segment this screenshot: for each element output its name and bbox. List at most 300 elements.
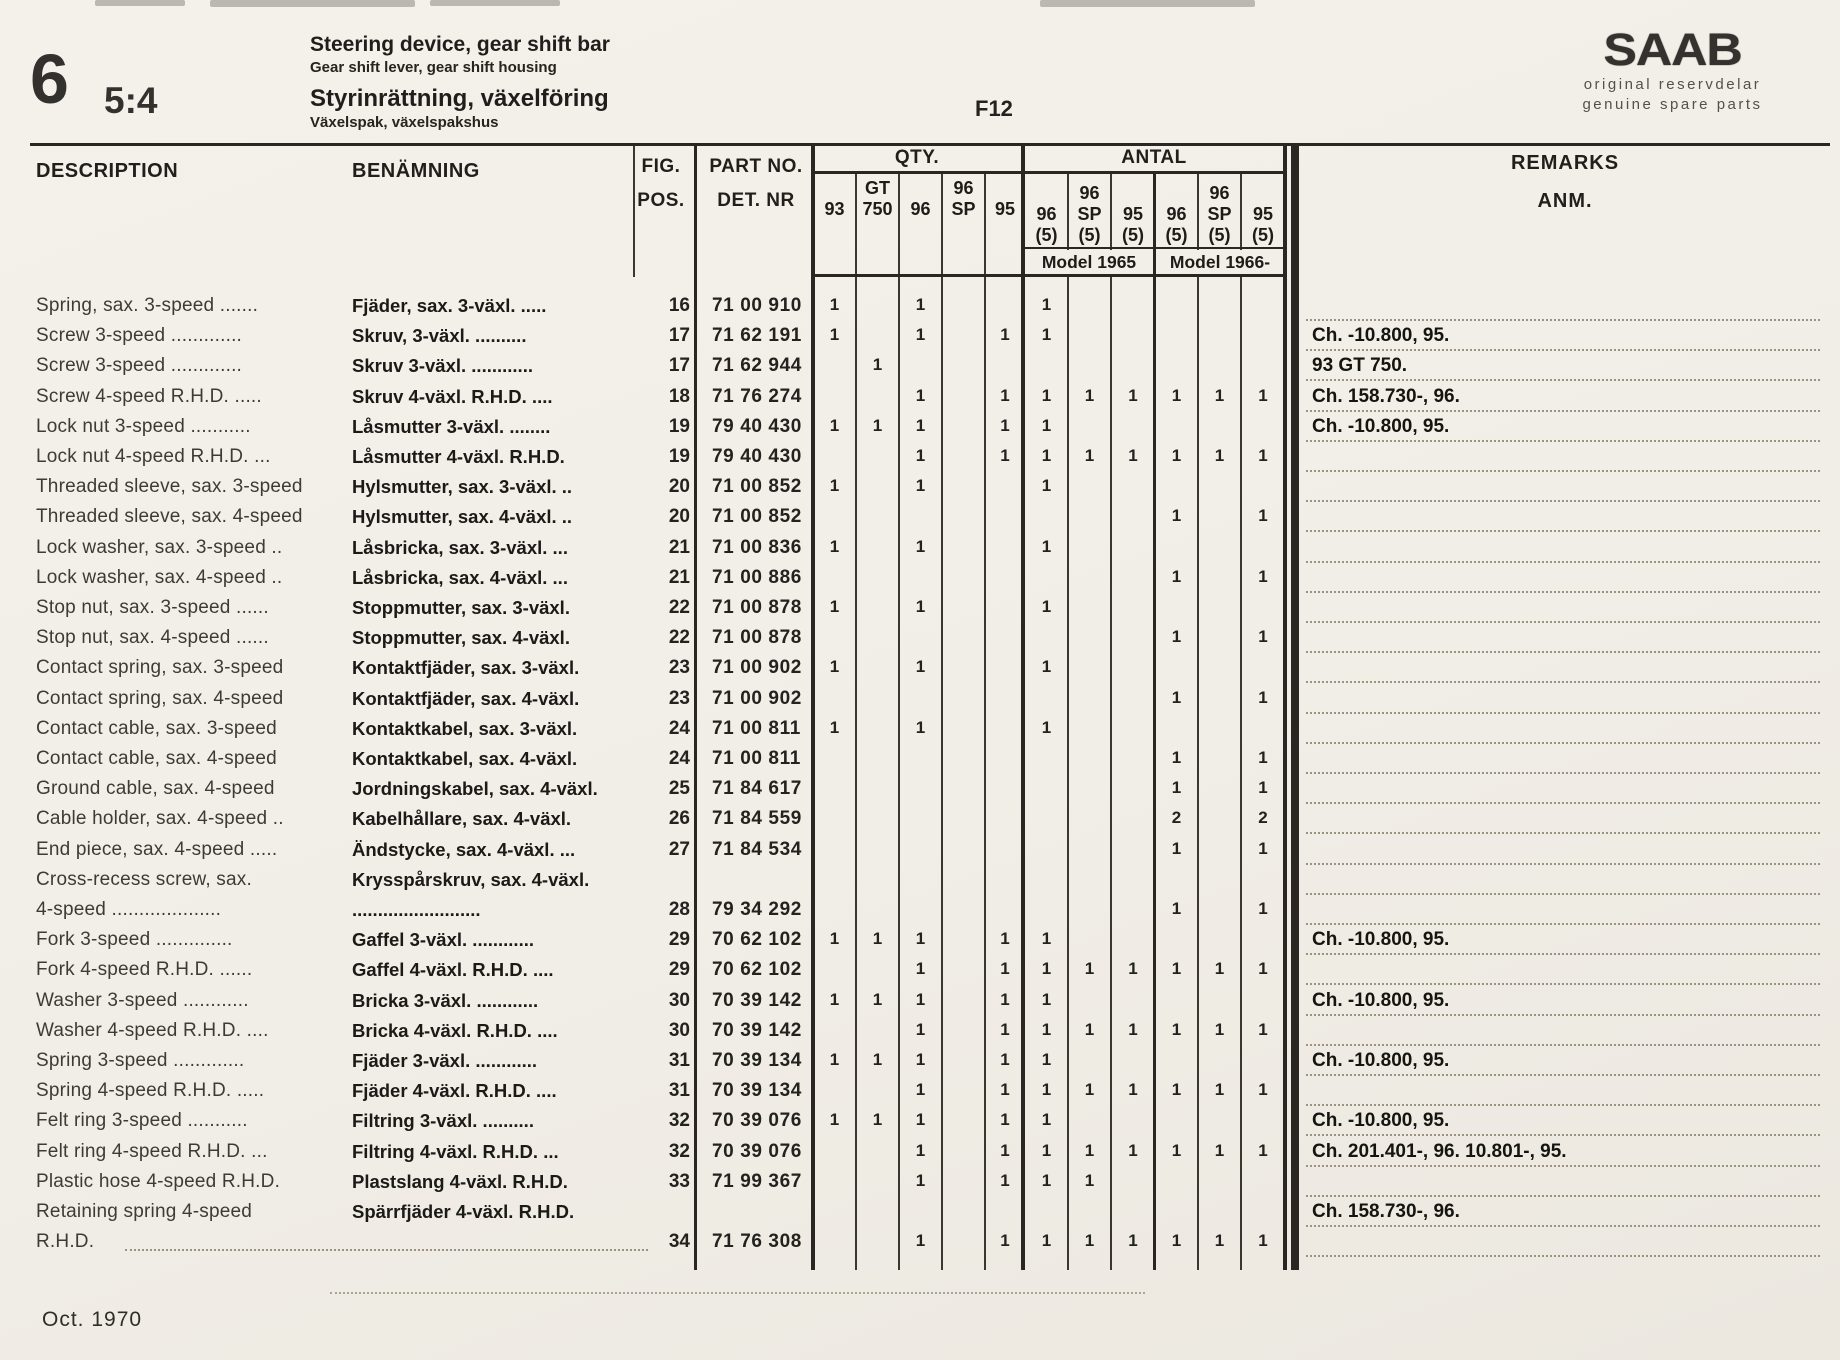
row-description: Threaded sleeve, sax. 3-speed xyxy=(36,476,303,498)
row-description: Lock nut 3-speed ........... xyxy=(36,415,251,437)
qty-cell: 1 xyxy=(1041,597,1052,616)
fig-pos-value: 24 xyxy=(668,748,690,769)
table-row xyxy=(0,869,1840,899)
table-row xyxy=(0,1171,1840,1201)
fig-pos-value: 26 xyxy=(668,808,690,830)
remark-leader xyxy=(1306,621,1820,623)
row-description: Stop nut, sax. 4-speed ...... xyxy=(36,627,269,649)
fig-pos-value: 30 xyxy=(668,1019,690,1041)
qty-cell: 1 xyxy=(1084,959,1095,979)
qty-cell: 1 xyxy=(915,717,926,737)
part-no-value: 70 39 142 xyxy=(712,1019,802,1041)
qty-cell: 1 xyxy=(829,536,840,556)
page-edge-smudge xyxy=(1040,0,1255,7)
qty-cell: 1 xyxy=(1000,959,1010,979)
benamning-header: BENÄMNING xyxy=(352,160,480,182)
remark-leader xyxy=(1306,410,1820,412)
qty-column-header: 95 (5) xyxy=(1122,204,1144,245)
qty-cell: 1 xyxy=(1258,506,1268,526)
row-description: Ground cable, sax. 4-speed xyxy=(36,778,275,800)
remark-leader xyxy=(1306,923,1820,925)
fig-pos-value: 25 xyxy=(668,778,690,800)
row-benamning: Skruv 3-växl. ............ xyxy=(352,355,533,377)
qty-cell: 1 xyxy=(915,657,926,677)
row-benamning: Gaffel 3-växl. ............ xyxy=(352,929,534,951)
qty-cell: 1 xyxy=(915,385,926,405)
qty-cell: 1 xyxy=(1258,1019,1268,1039)
row-benamning: Fjäder 3-växl. ............ xyxy=(352,1050,538,1071)
row-description: Fork 3-speed .............. xyxy=(36,929,233,951)
table-row xyxy=(0,1201,1840,1231)
brand-block xyxy=(1540,26,1805,113)
qty-cell: 1 xyxy=(1000,1170,1010,1190)
fig-pos-value: 17 xyxy=(668,325,690,347)
row-benamning: Skruv, 3-växl. .......... xyxy=(352,325,527,347)
qty-cell: 1 xyxy=(1258,778,1268,798)
table-row xyxy=(0,808,1840,838)
qty-cell: 1 xyxy=(872,1050,883,1069)
qty-cell: 1 xyxy=(1084,1080,1095,1100)
remarks-header-line1: REMARKS xyxy=(1510,152,1620,174)
qty-cell: 1 xyxy=(1258,446,1268,465)
part-no-value: 71 00 878 xyxy=(712,627,802,649)
part-no-header-line2: DET. NR xyxy=(717,190,795,211)
qty-cell: 1 xyxy=(829,597,840,616)
row-benamning: Kontaktfjäder, sax. 4-växl. xyxy=(352,687,580,709)
row-benamning: Fjäder 4-växl. R.H.D. .... xyxy=(352,1080,557,1102)
qty-cell: 1 xyxy=(1214,1140,1225,1160)
row-benamning: Låsbricka, sax. 3-växl. ... xyxy=(352,536,568,558)
row-description: Felt ring 3-speed ........... xyxy=(36,1110,248,1132)
fig-pos-value: 27 xyxy=(668,838,690,860)
row-description: Fork 4-speed R.H.D. ...... xyxy=(36,959,253,981)
table-row xyxy=(0,657,1840,687)
table-row xyxy=(0,537,1840,567)
part-no-value: 71 00 878 xyxy=(712,597,802,618)
qty-cell: 1 xyxy=(1258,748,1268,767)
fig-pos-value: 17 xyxy=(668,355,690,377)
qty-cell: 1 xyxy=(1084,385,1095,405)
qty-column-header: 96 SP (5) xyxy=(1077,183,1102,245)
remarks-header-line2: ANM. xyxy=(1537,190,1593,212)
remark-leader xyxy=(1306,802,1820,804)
row-benamning: Hylsmutter, sax. 3-växl. .. xyxy=(352,476,573,498)
qty-cell: 1 xyxy=(1258,899,1268,918)
row-description: Felt ring 4-speed R.H.D. ... xyxy=(36,1140,268,1162)
remark-leader xyxy=(1306,591,1820,593)
qty-cell: 1 xyxy=(1258,1231,1268,1251)
qty-cell: 1 xyxy=(1128,1140,1138,1160)
table-row xyxy=(0,899,1840,929)
title-swedish: Styrinrättning, växelföring xyxy=(310,85,609,112)
table-row xyxy=(0,1231,1840,1261)
row-description: Spring 4-speed R.H.D. ..... xyxy=(36,1080,265,1102)
qty-cell: 1 xyxy=(1000,989,1010,1009)
qty-cell: 1 xyxy=(915,1080,926,1100)
qty-cell: 1 xyxy=(829,295,840,314)
part-no-value: 70 39 076 xyxy=(712,1110,802,1132)
table-row xyxy=(0,718,1840,748)
grid-line xyxy=(30,143,1830,146)
row-benamning: Spärrfjäder 4-växl. R.H.D. xyxy=(352,1201,575,1222)
row-description: Lock washer, sax. 3-speed .. xyxy=(36,536,283,558)
table-row xyxy=(0,506,1840,536)
qty-cell: 1 xyxy=(829,717,840,737)
row-description: End piece, sax. 4-speed ..... xyxy=(36,838,278,860)
fig-pos-value: 29 xyxy=(668,959,690,981)
row-benamning: Ändstycke, sax. 4-växl. ... xyxy=(352,838,576,860)
table-row xyxy=(0,990,1840,1020)
qty-cell: 1 xyxy=(1041,325,1052,345)
qty-cell: 1 xyxy=(872,989,883,1009)
remark-text: Ch. 158.730-, 96. xyxy=(1312,385,1460,407)
table-row xyxy=(0,959,1840,989)
antal-group-header: ANTAL xyxy=(1121,147,1187,168)
table-row xyxy=(0,1080,1840,1110)
row-description: Contact spring, sax. 4-speed xyxy=(36,687,284,709)
row-benamning: ......................... xyxy=(352,899,481,920)
qty-cell: 1 xyxy=(1258,1080,1268,1100)
qty-cell: 1 xyxy=(1041,295,1052,314)
qty-cell: 1 xyxy=(1171,506,1182,526)
qty-cell: 1 xyxy=(1171,1231,1182,1251)
part-no-value: 71 00 910 xyxy=(712,295,802,316)
qty-cell: 1 xyxy=(1041,1080,1052,1100)
part-no-value: 71 84 534 xyxy=(712,838,802,860)
row-benamning: Låsmutter 3-växl. ........ xyxy=(352,415,551,437)
remark-leader xyxy=(1306,1044,1820,1046)
remark-text: Ch. -10.800, 95. xyxy=(1312,325,1450,347)
qty-cell: 1 xyxy=(915,1140,926,1160)
qty-cell: 1 xyxy=(1258,1140,1268,1160)
section-number: 6 xyxy=(30,40,69,118)
part-no-value: 70 39 134 xyxy=(712,1080,802,1102)
qty-cell: 1 xyxy=(872,929,883,949)
row-benamning: Filtring 3-växl. .......... xyxy=(352,1110,534,1132)
part-no-value: 71 76 274 xyxy=(712,385,802,407)
qty-cell: 1 xyxy=(915,295,926,314)
qty-cell: 1 xyxy=(1041,415,1052,435)
part-no-value: 71 76 308 xyxy=(712,1231,802,1253)
qty-cell: 1 xyxy=(872,415,883,435)
row-benamning: Kabelhållare, sax. 4-växl. xyxy=(352,808,572,830)
part-no-value: 71 00 811 xyxy=(712,748,801,769)
table-row xyxy=(0,416,1840,446)
qty-group-header: QTY. xyxy=(894,147,940,168)
qty-cell: 1 xyxy=(1000,1231,1010,1251)
qty-cell: 1 xyxy=(1214,959,1225,979)
row-description: Stop nut, sax. 3-speed ...... xyxy=(36,597,269,618)
table-row xyxy=(0,1020,1840,1050)
qty-column-header: GT 750 xyxy=(862,178,893,219)
qty-cell: 1 xyxy=(1128,446,1138,465)
part-no-value: 71 00 902 xyxy=(712,657,802,679)
row-benamning: Gaffel 4-växl. R.H.D. .... xyxy=(352,959,554,981)
qty-column-header: 96 xyxy=(910,199,931,219)
qty-column-header: 93 xyxy=(824,199,845,219)
remark-leader xyxy=(1306,1014,1820,1016)
row-description: Retaining spring 4-speed xyxy=(36,1201,253,1222)
qty-cell: 1 xyxy=(1000,1110,1010,1130)
grid-line xyxy=(1025,247,1283,249)
remark-leader xyxy=(1306,440,1820,442)
qty-cell: 1 xyxy=(915,446,926,465)
remark-leader xyxy=(1306,349,1820,351)
part-no-value: 70 39 142 xyxy=(712,989,802,1011)
qty-cell: 2 xyxy=(1171,808,1182,828)
title-english: Steering device, gear shift bar xyxy=(310,33,610,56)
table-row xyxy=(0,839,1840,869)
qty-cell: 1 xyxy=(1258,566,1268,586)
qty-cell: 1 xyxy=(915,1231,926,1251)
table-row xyxy=(0,386,1840,416)
qty-cell: 1 xyxy=(1258,687,1268,707)
remark-leader xyxy=(1306,832,1820,834)
qty-cell: 1 xyxy=(1041,446,1052,465)
dotted-leader xyxy=(330,1292,1145,1294)
brand-line-swedish: original reservdelar xyxy=(1583,76,1762,94)
qty-cell: 1 xyxy=(1171,446,1182,465)
remark-text: Ch. 201.401-, 96. 10.801-, 95. xyxy=(1312,1140,1567,1162)
qty-cell: 1 xyxy=(1171,385,1182,405)
qty-cell: 1 xyxy=(829,1110,840,1130)
qty-cell: 1 xyxy=(1041,536,1052,556)
qty-cell: 1 xyxy=(915,536,926,556)
part-no-value: 71 00 852 xyxy=(712,506,802,528)
qty-cell: 1 xyxy=(1128,1080,1138,1100)
qty-cell: 1 xyxy=(829,476,840,496)
row-benamning: Låsbricka, sax. 4-växl. ... xyxy=(352,566,568,588)
qty-cell: 1 xyxy=(1171,959,1182,979)
page-edge-smudge xyxy=(430,0,560,6)
qty-cell: 1 xyxy=(1000,325,1010,345)
model-1966-label: Model 1966- xyxy=(1157,250,1283,274)
row-description: Cross-recess screw, sax. xyxy=(36,868,252,890)
table-row xyxy=(0,778,1840,808)
qty-cell: 1 xyxy=(915,929,926,949)
qty-cell: 1 xyxy=(1000,1019,1010,1039)
page-edge-smudge xyxy=(95,0,185,6)
qty-cell: 1 xyxy=(1041,717,1052,737)
fig-pos-value: 30 xyxy=(668,989,690,1011)
qty-cell: 1 xyxy=(1084,1170,1095,1190)
qty-column-header: 95 (5) xyxy=(1252,204,1274,245)
part-no-value: 71 62 944 xyxy=(712,355,802,377)
remark-leader xyxy=(1306,530,1820,532)
table-row xyxy=(0,355,1840,385)
qty-cell: 1 xyxy=(1171,687,1182,707)
part-no-value: 70 39 076 xyxy=(712,1140,802,1162)
qty-cell: 1 xyxy=(872,1110,883,1130)
remark-leader xyxy=(1306,681,1820,683)
qty-cell: 1 xyxy=(829,657,840,677)
remark-leader xyxy=(1306,1134,1820,1136)
print-date: Oct. 1970 xyxy=(42,1308,143,1331)
row-benamning: Bricka 3-växl. ............ xyxy=(352,989,539,1011)
table-row xyxy=(0,627,1840,657)
fig-pos-value: 32 xyxy=(668,1140,690,1162)
remark-text: Ch. -10.800, 95. xyxy=(1312,415,1450,437)
fig-pos-value: 23 xyxy=(668,687,690,709)
row-description: Cable holder, sax. 4-speed .. xyxy=(36,808,284,830)
fig-pos-value: 34 xyxy=(668,1231,690,1253)
qty-cell: 1 xyxy=(1171,1019,1182,1039)
fig-pos-value: 33 xyxy=(668,1170,690,1192)
qty-cell: 2 xyxy=(1258,808,1268,828)
row-description: Screw 3-speed ............. xyxy=(36,325,243,347)
qty-cell: 1 xyxy=(1214,446,1225,465)
description-header: DESCRIPTION xyxy=(36,160,179,182)
row-benamning: Bricka 4-växl. R.H.D. .... xyxy=(352,1019,558,1041)
qty-column-header: 96 (5) xyxy=(1035,204,1058,245)
row-benamning: Skruv 4-växl. R.H.D. .... xyxy=(352,385,553,407)
qty-cell: 1 xyxy=(829,989,840,1009)
qty-cell: 1 xyxy=(1171,1080,1182,1100)
remark-leader xyxy=(1306,1165,1820,1167)
table-row xyxy=(0,1050,1840,1080)
qty-cell: 1 xyxy=(1041,1170,1052,1190)
row-description: Lock washer, sax. 4-speed .. xyxy=(36,566,283,588)
qty-cell: 1 xyxy=(1041,1231,1052,1251)
qty-cell: 1 xyxy=(915,1110,926,1130)
table-row xyxy=(0,1110,1840,1140)
part-no-value: 70 39 134 xyxy=(712,1050,802,1071)
table-row xyxy=(0,567,1840,597)
grid-line xyxy=(813,171,1283,174)
qty-cell: 1 xyxy=(915,476,926,496)
qty-cell: 1 xyxy=(1171,1140,1182,1160)
row-description: Washer 3-speed ............ xyxy=(36,989,249,1011)
fig-pos-value: 22 xyxy=(668,627,690,649)
fig-pos-value: 29 xyxy=(668,929,690,951)
qty-column-header: 95 xyxy=(994,199,1016,219)
remark-leader xyxy=(1306,1195,1820,1197)
qty-cell: 1 xyxy=(1000,415,1010,435)
qty-cell: 1 xyxy=(1171,627,1182,647)
fig-pos-value: 22 xyxy=(668,597,690,618)
row-description: Washer 4-speed R.H.D. .... xyxy=(36,1019,269,1041)
qty-cell: 1 xyxy=(1171,899,1182,918)
qty-cell: 1 xyxy=(1000,1080,1010,1100)
row-description: Lock nut 4-speed R.H.D. ... xyxy=(36,446,271,467)
row-description: Contact cable, sax. 4-speed xyxy=(36,748,277,769)
subtitle-swedish: Växelspak, växelspakshus xyxy=(310,114,499,131)
fig-pos-value: 23 xyxy=(668,657,690,679)
remark-leader xyxy=(1306,863,1820,865)
remark-leader xyxy=(1306,953,1820,955)
fig-pos-value: 21 xyxy=(668,566,690,588)
qty-cell: 1 xyxy=(829,1050,840,1069)
qty-cell: 1 xyxy=(915,325,926,345)
table-row xyxy=(0,688,1840,718)
fig-header-line1: FIG. xyxy=(641,156,681,177)
row-description: Contact spring, sax. 3-speed xyxy=(36,657,284,679)
fig-pos-value: 31 xyxy=(668,1050,690,1071)
fig-pos-value: 28 xyxy=(668,899,690,920)
qty-cell: 1 xyxy=(1041,929,1052,949)
remark-leader xyxy=(1306,1255,1820,1257)
part-no-header-line1: PART NO. xyxy=(709,156,803,177)
qty-column-header: 96 SP xyxy=(951,178,976,219)
part-no-value: 71 84 559 xyxy=(712,808,802,830)
remark-text: Ch. -10.800, 95. xyxy=(1312,1050,1450,1071)
qty-cell: 1 xyxy=(1041,1140,1052,1160)
dotted-leader xyxy=(125,1249,648,1251)
remark-leader xyxy=(1306,1225,1820,1227)
remark-leader xyxy=(1306,470,1820,472)
fig-pos-value: 16 xyxy=(668,295,690,316)
part-no-value: 71 00 886 xyxy=(712,566,802,588)
qty-cell: 1 xyxy=(915,989,926,1009)
fig-pos-value: 24 xyxy=(668,717,690,739)
qty-cell: 1 xyxy=(1128,1019,1138,1039)
part-no-value: 79 40 430 xyxy=(712,415,802,437)
row-description: Spring 3-speed ............. xyxy=(36,1050,245,1071)
part-no-value: 71 84 617 xyxy=(712,778,802,800)
row-benamning: Kontaktfjäder, sax. 3-växl. xyxy=(352,657,580,679)
row-benamning: Låsmutter 4-växl. R.H.D. xyxy=(352,446,565,467)
qty-cell: 1 xyxy=(1171,838,1182,858)
qty-cell: 1 xyxy=(1171,566,1182,586)
remark-leader xyxy=(1306,742,1820,744)
part-no-value: 71 00 902 xyxy=(712,687,802,709)
qty-cell: 1 xyxy=(829,929,840,949)
qty-column-header: 96 SP (5) xyxy=(1207,183,1232,245)
remark-leader xyxy=(1306,651,1820,653)
fig-header-line2: POS. xyxy=(637,190,685,211)
fig-pos-value: 32 xyxy=(668,1110,690,1132)
qty-cell: 1 xyxy=(1128,959,1138,979)
qty-cell: 1 xyxy=(1084,1019,1095,1039)
qty-cell: 1 xyxy=(1084,1231,1095,1251)
row-benamning: Jordningskabel, sax. 4-växl. xyxy=(352,778,598,800)
remark-leader xyxy=(1306,561,1820,563)
brand-line-english: genuine spare parts xyxy=(1582,96,1763,114)
figure-ref: F12 xyxy=(975,96,1013,121)
qty-cell: 1 xyxy=(915,415,926,435)
model-1965-label: Model 1965 xyxy=(1026,250,1152,274)
remark-leader xyxy=(1306,379,1820,381)
table-row xyxy=(0,597,1840,627)
qty-cell: 1 xyxy=(1000,1140,1010,1160)
fig-pos-value: 19 xyxy=(668,415,690,437)
qty-cell: 1 xyxy=(1214,1231,1225,1251)
qty-cell: 1 xyxy=(1041,1019,1052,1039)
fig-pos-value: 31 xyxy=(668,1080,690,1102)
qty-cell: 1 xyxy=(1084,446,1095,465)
row-benamning: Kontaktkabel, sax. 3-växl. xyxy=(352,717,578,739)
qty-column-header: 96 (5) xyxy=(1165,204,1188,245)
row-description: R.H.D. xyxy=(36,1231,95,1253)
row-benamning: Filtring 4-växl. R.H.D. ... xyxy=(352,1140,559,1162)
table-row xyxy=(0,295,1840,325)
fig-pos-value: 20 xyxy=(668,476,690,498)
qty-cell: 1 xyxy=(1258,838,1268,858)
qty-cell: 1 xyxy=(915,1170,926,1190)
qty-cell: 1 xyxy=(829,415,840,435)
row-benamning: Plastslang 4-växl. R.H.D. xyxy=(352,1170,568,1192)
table-row xyxy=(0,929,1840,959)
qty-cell: 1 xyxy=(872,355,883,375)
row-description: Contact cable, sax. 3-speed xyxy=(36,717,277,739)
qty-cell: 1 xyxy=(1000,385,1010,405)
qty-cell: 1 xyxy=(915,1019,926,1039)
table-row xyxy=(0,1141,1840,1171)
qty-cell: 1 xyxy=(1041,476,1052,496)
row-description: 4-speed .................... xyxy=(36,899,222,920)
row-description: Screw 4-speed R.H.D. ..... xyxy=(36,385,262,407)
remark-text: Ch. 158.730-, 96. xyxy=(1312,1201,1460,1222)
